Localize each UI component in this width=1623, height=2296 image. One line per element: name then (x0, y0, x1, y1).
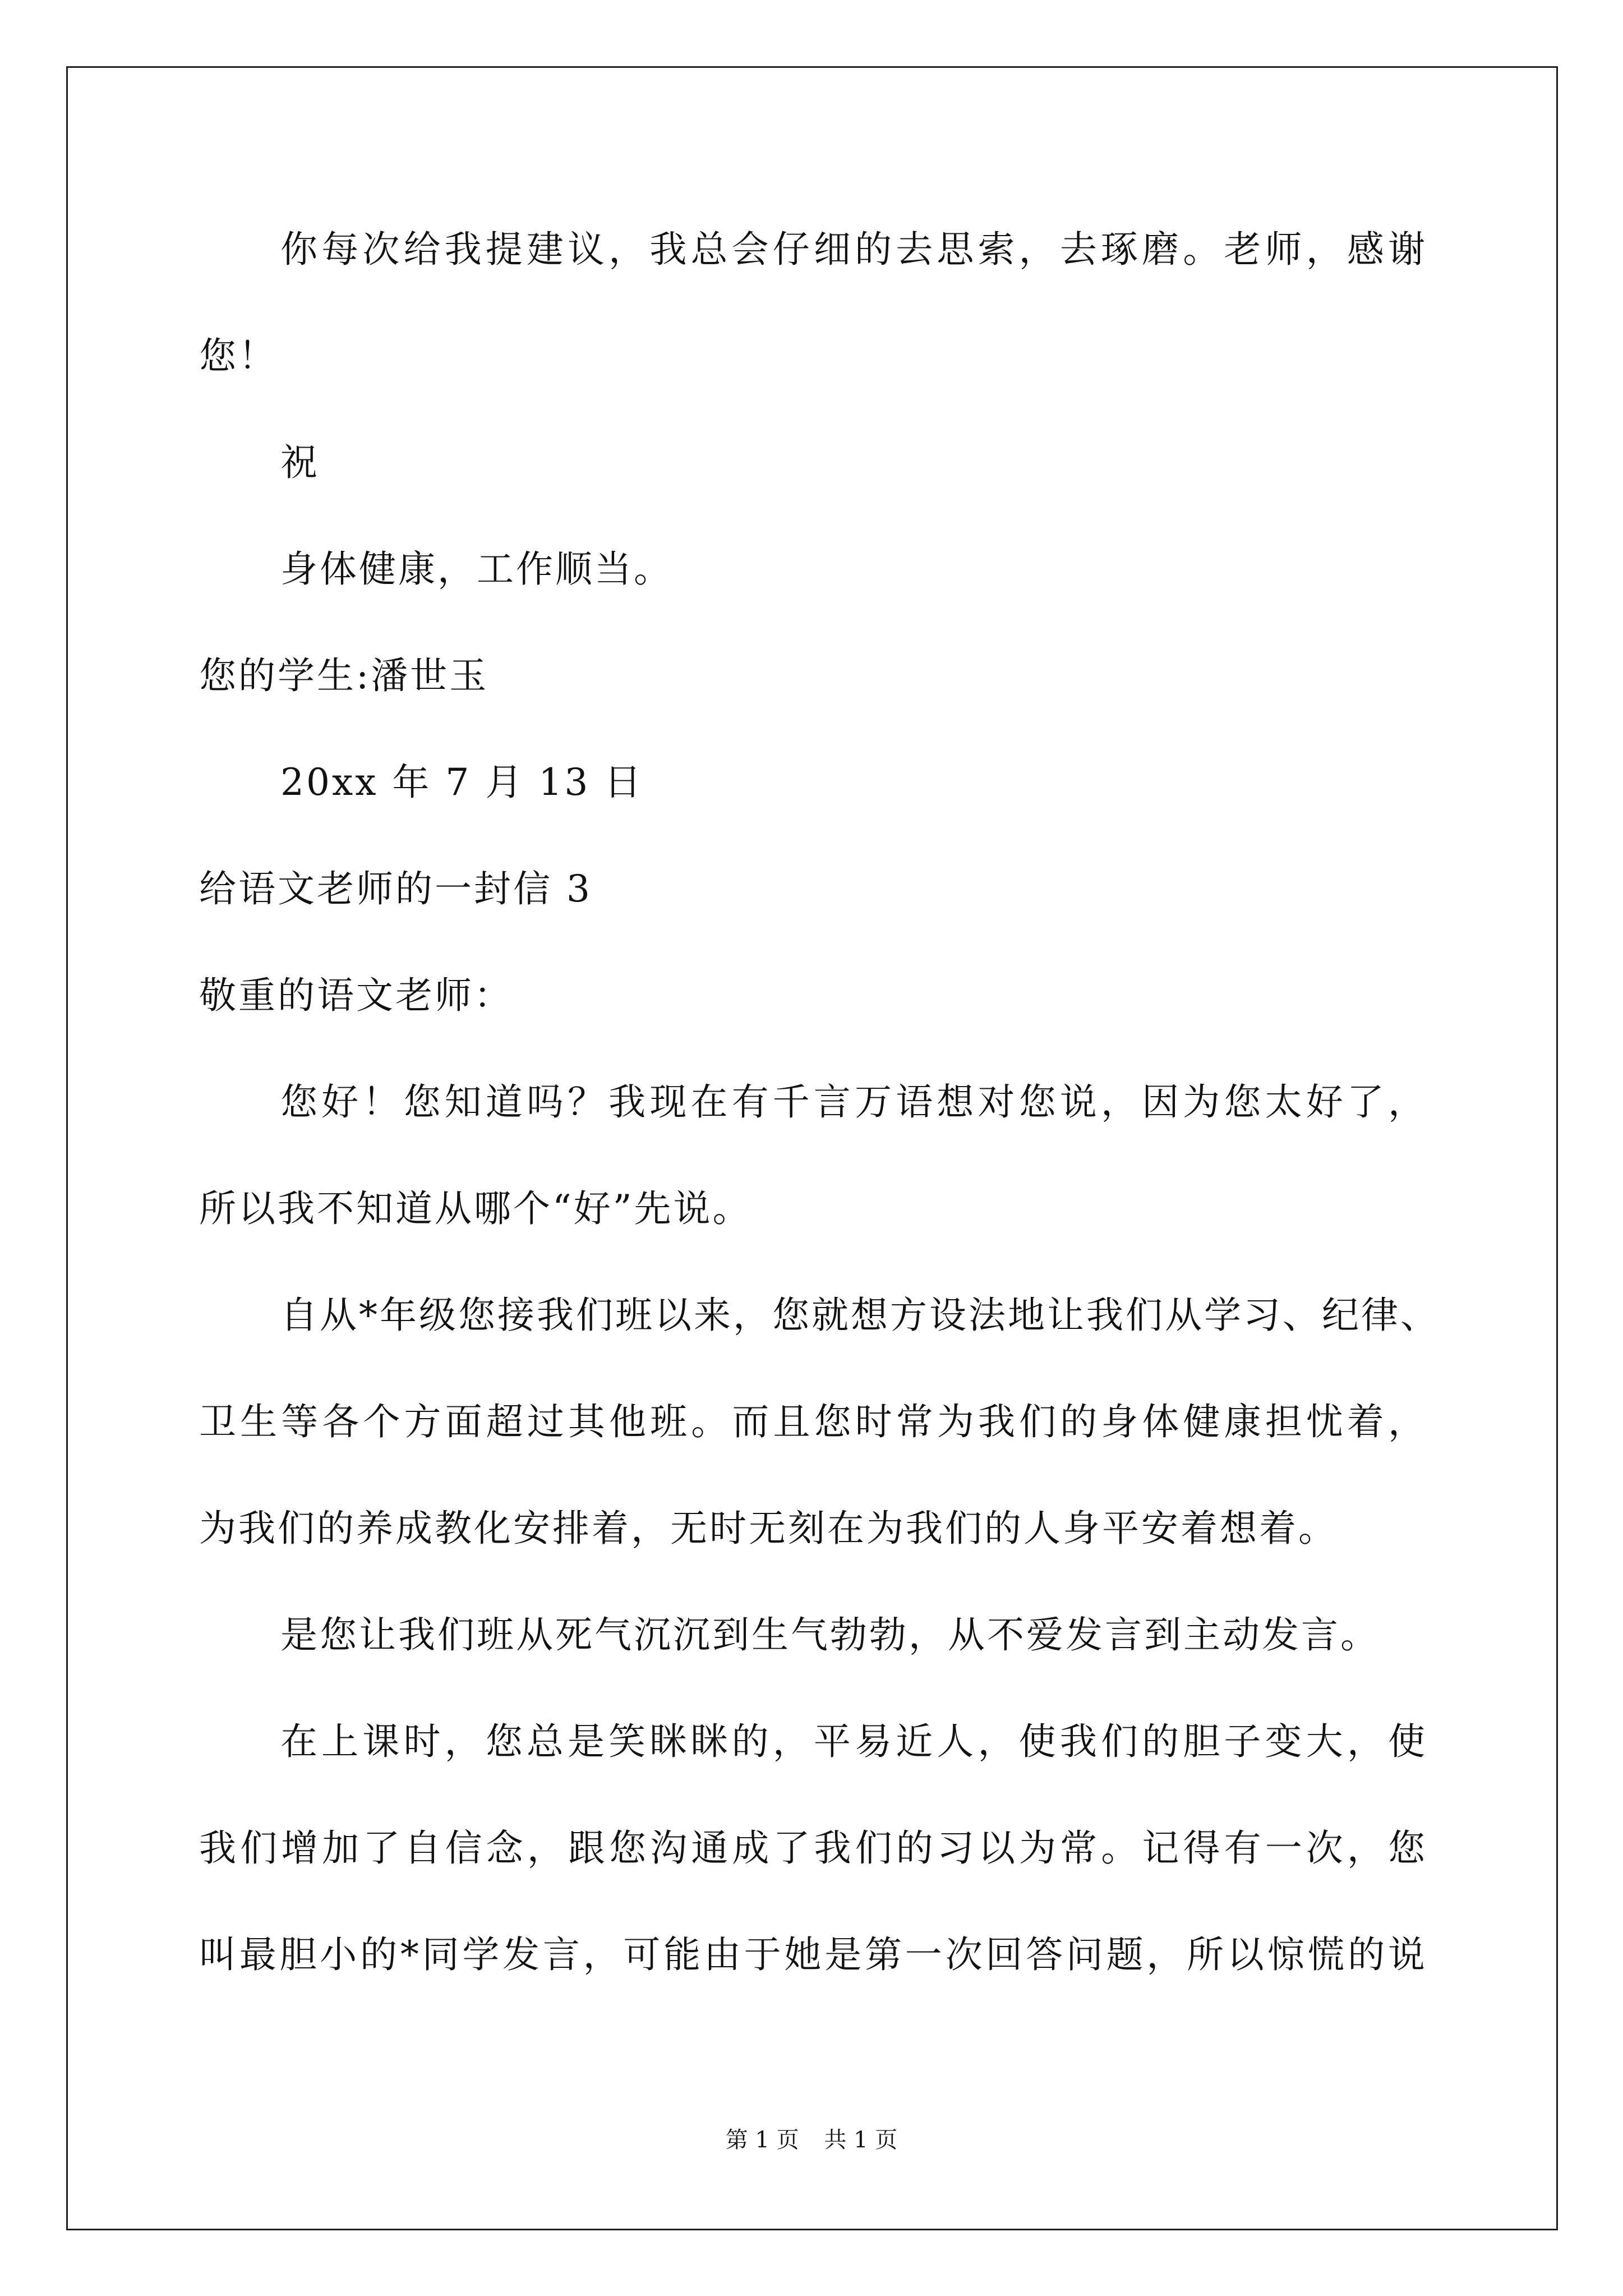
page-footer (0, 2126, 1623, 2154)
text-line: 为我们的养成教化安排着，无时无刻在为我们的人身平安着想着。 (199, 1507, 1338, 1550)
text-line: 所以我不知道从哪个“好”先说。 (199, 1187, 752, 1230)
page-border (66, 66, 1558, 2230)
text-line: 祝 (280, 441, 320, 484)
text-line: 在上课时，您总是笑眯眯的，平易近人，使我们的胆子变大，使 (280, 1720, 1427, 1763)
text-line: 叫最胆小的*同学发言，可能由于她是第一次回答问题，所以惊慌的说 (199, 1933, 1427, 1976)
text-line: 我们增加了自信念，跟您沟通成了我们的习以为常。记得有一次，您 (199, 1826, 1427, 1870)
salutation: 敬重的语文老师： (199, 974, 513, 1017)
text-line: 你每次给我提建议，我总会仔细的去思索，去琢磨。老师，感谢 (280, 228, 1427, 271)
section-title: 给语文老师的一封信 3 (199, 867, 592, 910)
text-line: 您好！您知道吗？我现在有千言万语想对您说，因为您太好了， (280, 1080, 1427, 1124)
date-line: 20xx 年 7 月 13 日 (280, 761, 644, 804)
text-line: 自从*年级您接我们班以来，您就想方设法地让我们从学习、纪律、 (280, 1294, 1440, 1337)
text-line: 身体健康，工作顺当。 (280, 547, 673, 591)
page-number-total: 共 1 页 (824, 2127, 898, 2153)
signature-line: 您的学生:潘世玉 (199, 654, 489, 697)
text-line: 您！ (199, 334, 278, 378)
page-number-current: 第 1 页 (725, 2127, 799, 2153)
text-line: 是您让我们班从死气沉沉到生气勃勃，从不爱发言到主动发言。 (280, 1613, 1380, 1657)
text-line: 卫生等各个方面超过其他班。而且您时常为我们的身体健康担忧着， (199, 1400, 1427, 1443)
